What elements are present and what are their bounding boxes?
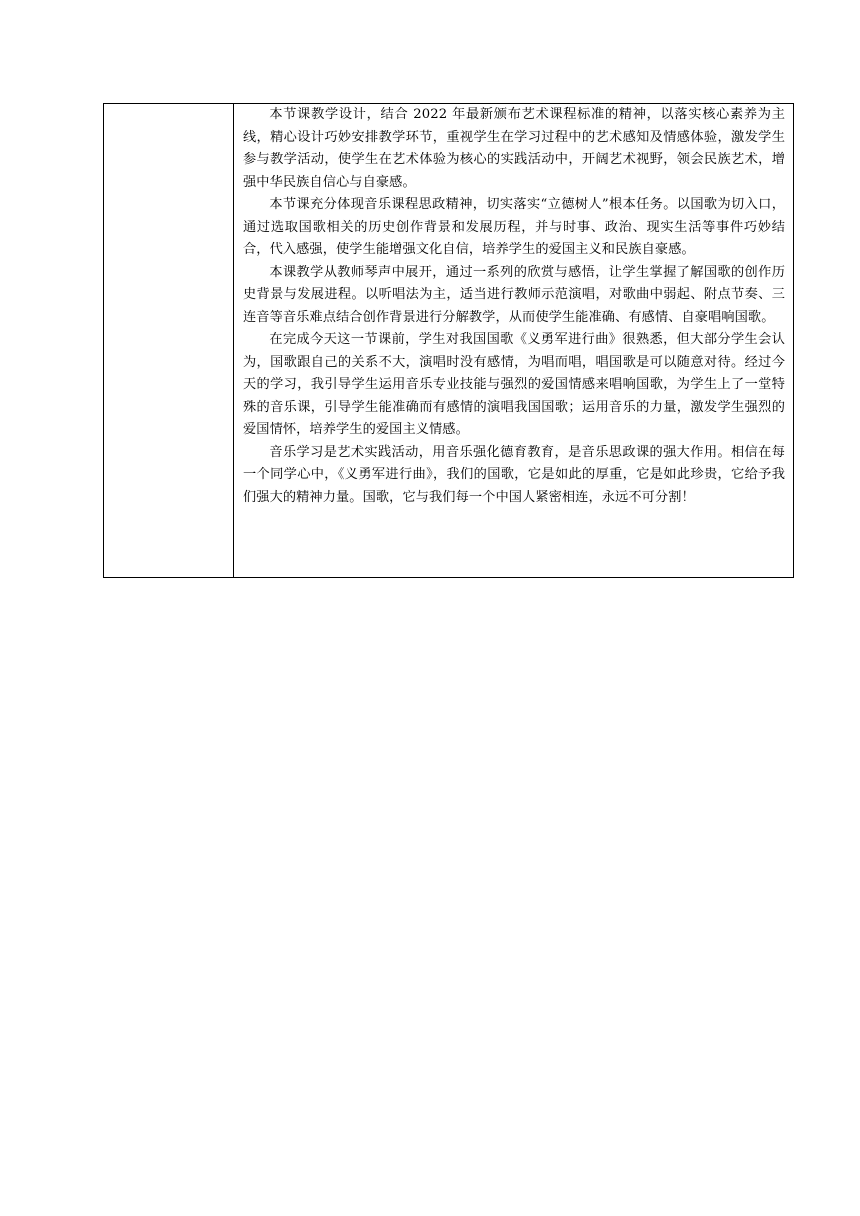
reflection-table <box>103 103 794 578</box>
paragraph-teaching-process: 本课教学从教师琴声中展开，通过一系列的欣赏与感悟，让学生掌握了解国歌的创作历史背景与发展进程。以听唱法为主，适当进行教师示范演唱，对歌曲中弱起、附点节奏、三连音等音乐难点结合创作背景进行分解教学，从而使学生能准确、有感情、自豪唱响国歌。 <box>243 264 785 325</box>
table-left-cell <box>104 104 234 577</box>
paragraph-teaching-design: 本节课教学设计，结合 2022 年最新颁布艺术课程标准的精神，以落实核心素养为主线，精心设计巧妙安排教学环节，重视学生在学习过程中的艺术感知及情感体验，激发学生参与教学活动，使学生在艺术体验为核心的实践活动中，开阔艺术视野，领会民族艺术，增强中华民族自信心与自豪感。 <box>243 107 785 190</box>
paragraph-conclusion: 音乐学习是艺术实践活动，用音乐强化德育教育，是音乐思政课的强大作用。相信在每一个同学心中，《义勇军进行曲》，我们的国歌，它是如此的厚重，它是如此珍贵，它给予我们强大的精神力量。国歌，它与我们每一个中国人紧密相连，永远不可分割！ <box>243 444 785 505</box>
table-right-cell <box>234 104 793 577</box>
paragraph-student-reflection: 在完成今天这一节课前，学生对我国国歌《义勇军进行曲》很熟悉，但大部分学生会认为，国歌跟自己的关系不大，演唱时没有感情，为唱而唱，唱国歌是可以随意对待。经过今天的学习，我引导学生运用音乐专业技能与强烈的爱国情感来唱响国歌，为学生上了一堂特殊的音乐课，引导学生能准确而有感情的演唱我国国歌；运用音乐的力量，激发学生强烈的爱国情怀，培养学生的爱国主义情感。 <box>243 332 785 437</box>
paragraph-ideological-education: 本节课充分体现音乐课程思政精神，切实落实“立德树人”根本任务。以国歌为切入口，通过选取国歌相关的历史创作背景和发展历程，并与时事、政治、现实生活等事件巧妙结合，代入感强，使学生能增强文化自信，培养学生的爱国主义和民族自豪感。 <box>243 197 785 257</box>
